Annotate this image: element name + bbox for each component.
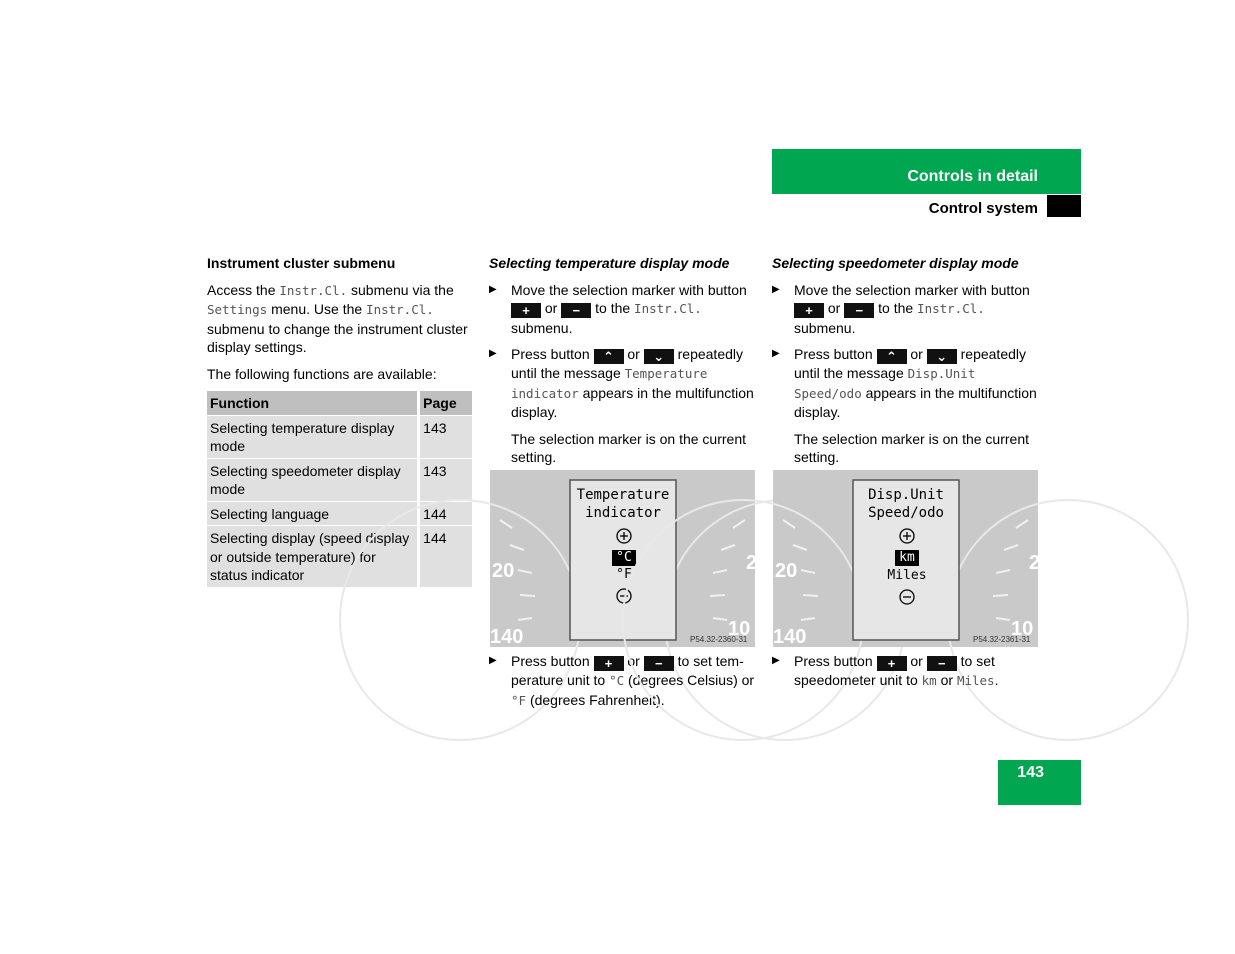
page-number: 143 <box>1017 764 1044 781</box>
header-function: Function <box>207 391 419 415</box>
text: submenu to change the instrument cluster display settings. <box>207 320 468 355</box>
text: Press button <box>794 346 877 362</box>
column-instrument-cluster <box>207 254 472 588</box>
step-move-marker <box>489 281 755 338</box>
table-row <box>207 526 472 588</box>
code-instr-cl: Instr.Cl. <box>917 301 985 316</box>
text: submenu via the <box>347 281 454 298</box>
gauge-label: 10 <box>728 618 751 640</box>
text: Press button <box>511 653 594 669</box>
text: or <box>541 300 562 316</box>
function-table <box>207 391 472 588</box>
cell-function: Selecting temperature display mode <box>207 415 419 458</box>
subsection-title: Control system <box>928 200 1038 217</box>
text: to set tem-perature unit to <box>511 653 744 688</box>
step-move-marker <box>772 281 1038 338</box>
text: (degrees Fahrenheit). <box>526 691 665 708</box>
code-fahrenheit: °F <box>511 692 527 708</box>
cell-function: Selecting display (speed display or outside temperature) for status indicator <box>207 526 419 588</box>
bullet-arrow-icon: ▶ <box>489 283 497 295</box>
heading-instrument-cluster: Instrument cluster submenu <box>207 255 396 271</box>
cell-page: 144 <box>419 526 472 588</box>
text: or <box>906 346 927 362</box>
table-row <box>207 415 472 458</box>
step-set-temperature-unit <box>489 652 755 710</box>
gauge-label: 20 <box>775 560 798 582</box>
table-row <box>207 501 472 526</box>
cell-function: Selecting language <box>207 501 419 526</box>
text: or <box>906 653 927 669</box>
text: appears in the multifunction display. <box>511 384 754 420</box>
text: submenu. <box>794 319 856 336</box>
text: Press button <box>794 653 877 669</box>
text: or <box>623 346 644 362</box>
cell-page: 144 <box>419 501 472 526</box>
option-other: °F <box>616 567 632 582</box>
step-press-button <box>489 345 755 422</box>
scroll-down-button-icon: ⌄ <box>644 349 674 364</box>
cell-page: 143 <box>419 415 472 458</box>
display-image-speedometer <box>773 470 1041 648</box>
text: Press button <box>511 346 594 362</box>
bullet-arrow-icon: ▶ <box>772 655 780 666</box>
gauge-label: 20 <box>492 560 515 582</box>
figure-caption: P54.32-2360-31 <box>690 635 748 644</box>
code-message: Disp.Unit Speed/odo <box>794 366 976 401</box>
text: appears in the multifunction display. <box>794 384 1037 420</box>
text: Access the <box>207 281 280 298</box>
plus-button-icon: + <box>877 656 907 671</box>
step-press-button <box>772 345 1038 422</box>
gauge-label: 2 <box>746 552 758 574</box>
display-line-1: Temperature <box>576 487 670 503</box>
code-instr-cl: Instr.Cl. <box>634 301 702 316</box>
text: Move the selection marker with button <box>511 281 747 298</box>
display-message <box>853 486 959 522</box>
code-instr-cl: Instr.Cl. <box>279 282 348 298</box>
column-speedometer <box>772 254 1038 467</box>
minus-button-icon: − <box>644 656 674 671</box>
step-set-unit <box>489 652 755 710</box>
plus-button-icon: + <box>794 303 824 318</box>
gauge-label: 140 <box>490 626 524 648</box>
intro-paragraph <box>207 281 472 357</box>
code-celsius: °C <box>609 673 625 688</box>
code-instr-cl: Instr.Cl. <box>366 302 434 317</box>
option-selected: km <box>899 550 915 565</box>
text: to set speedometer unit to <box>794 653 995 688</box>
text: or <box>623 653 644 669</box>
minus-button-icon: − <box>561 303 591 318</box>
text: submenu. <box>511 319 573 336</box>
minus-button-icon: − <box>927 656 957 671</box>
text: to the <box>591 300 635 316</box>
scroll-up-button-icon: ⌃ <box>594 349 624 364</box>
cell-function: Selecting speedometer display mode <box>207 458 419 501</box>
heading-temperature-mode: Selecting temperature display mode <box>489 255 730 271</box>
note-selection-marker: The selection marker is on the current setting. <box>511 430 746 465</box>
display-message <box>570 486 676 522</box>
text: Move the selection marker with button <box>794 281 1030 298</box>
scroll-down-button-icon: ⌄ <box>927 349 957 364</box>
bullet-arrow-icon: ▶ <box>489 655 497 666</box>
text: repeatedly until the message <box>511 346 744 381</box>
plus-button-icon: + <box>511 303 541 318</box>
heading-speedometer-mode: Selecting speedometer display mode <box>772 255 1019 271</box>
table-row <box>207 458 472 501</box>
display-line-1: Disp.Unit <box>868 487 944 503</box>
gauge-label: 140 <box>773 626 807 648</box>
bullet-arrow-icon: ▶ <box>772 348 780 359</box>
code-message: Temperature indicator <box>511 366 708 401</box>
scroll-up-button-icon: ⌃ <box>877 349 907 364</box>
functions-available: The following functions are available: <box>207 365 437 382</box>
figure-caption: P54.32-2361-31 <box>973 635 1031 644</box>
bullet-arrow-icon: ▶ <box>489 348 497 359</box>
column-temperature <box>489 254 755 467</box>
text: or <box>824 300 845 316</box>
code-miles: Miles <box>956 673 995 688</box>
table-header <box>207 391 472 415</box>
option-other: Miles <box>887 568 927 583</box>
display-line-2: indicator <box>585 505 661 521</box>
bullet-arrow-icon: ▶ <box>772 283 780 295</box>
text: to the <box>874 300 918 316</box>
text: (degrees Celsius) or <box>624 672 755 688</box>
step-set-speed-unit <box>772 652 1038 691</box>
text: or <box>936 672 957 688</box>
header-page: Page <box>419 391 472 415</box>
step-set-unit <box>772 652 1038 691</box>
option-selected: °C <box>616 550 632 565</box>
code-km: km <box>921 673 937 688</box>
display-line-2: Speed/odo <box>868 505 944 521</box>
plus-button-icon: + <box>594 656 624 671</box>
header-marker <box>1047 195 1081 217</box>
cell-page: 143 <box>419 458 472 501</box>
text: . <box>994 672 999 688</box>
text: repeatedly until the message <box>794 346 1027 381</box>
minus-button-icon: − <box>844 303 874 318</box>
gauge-label: 2 <box>1029 552 1041 574</box>
note-selection-marker: The selection marker is on the current setting. <box>794 430 1029 465</box>
text: menu. Use the <box>267 301 367 317</box>
section-title: Controls in detail <box>907 168 1038 185</box>
gauge-label: 10 <box>1011 618 1034 640</box>
code-settings: Settings <box>207 302 268 317</box>
